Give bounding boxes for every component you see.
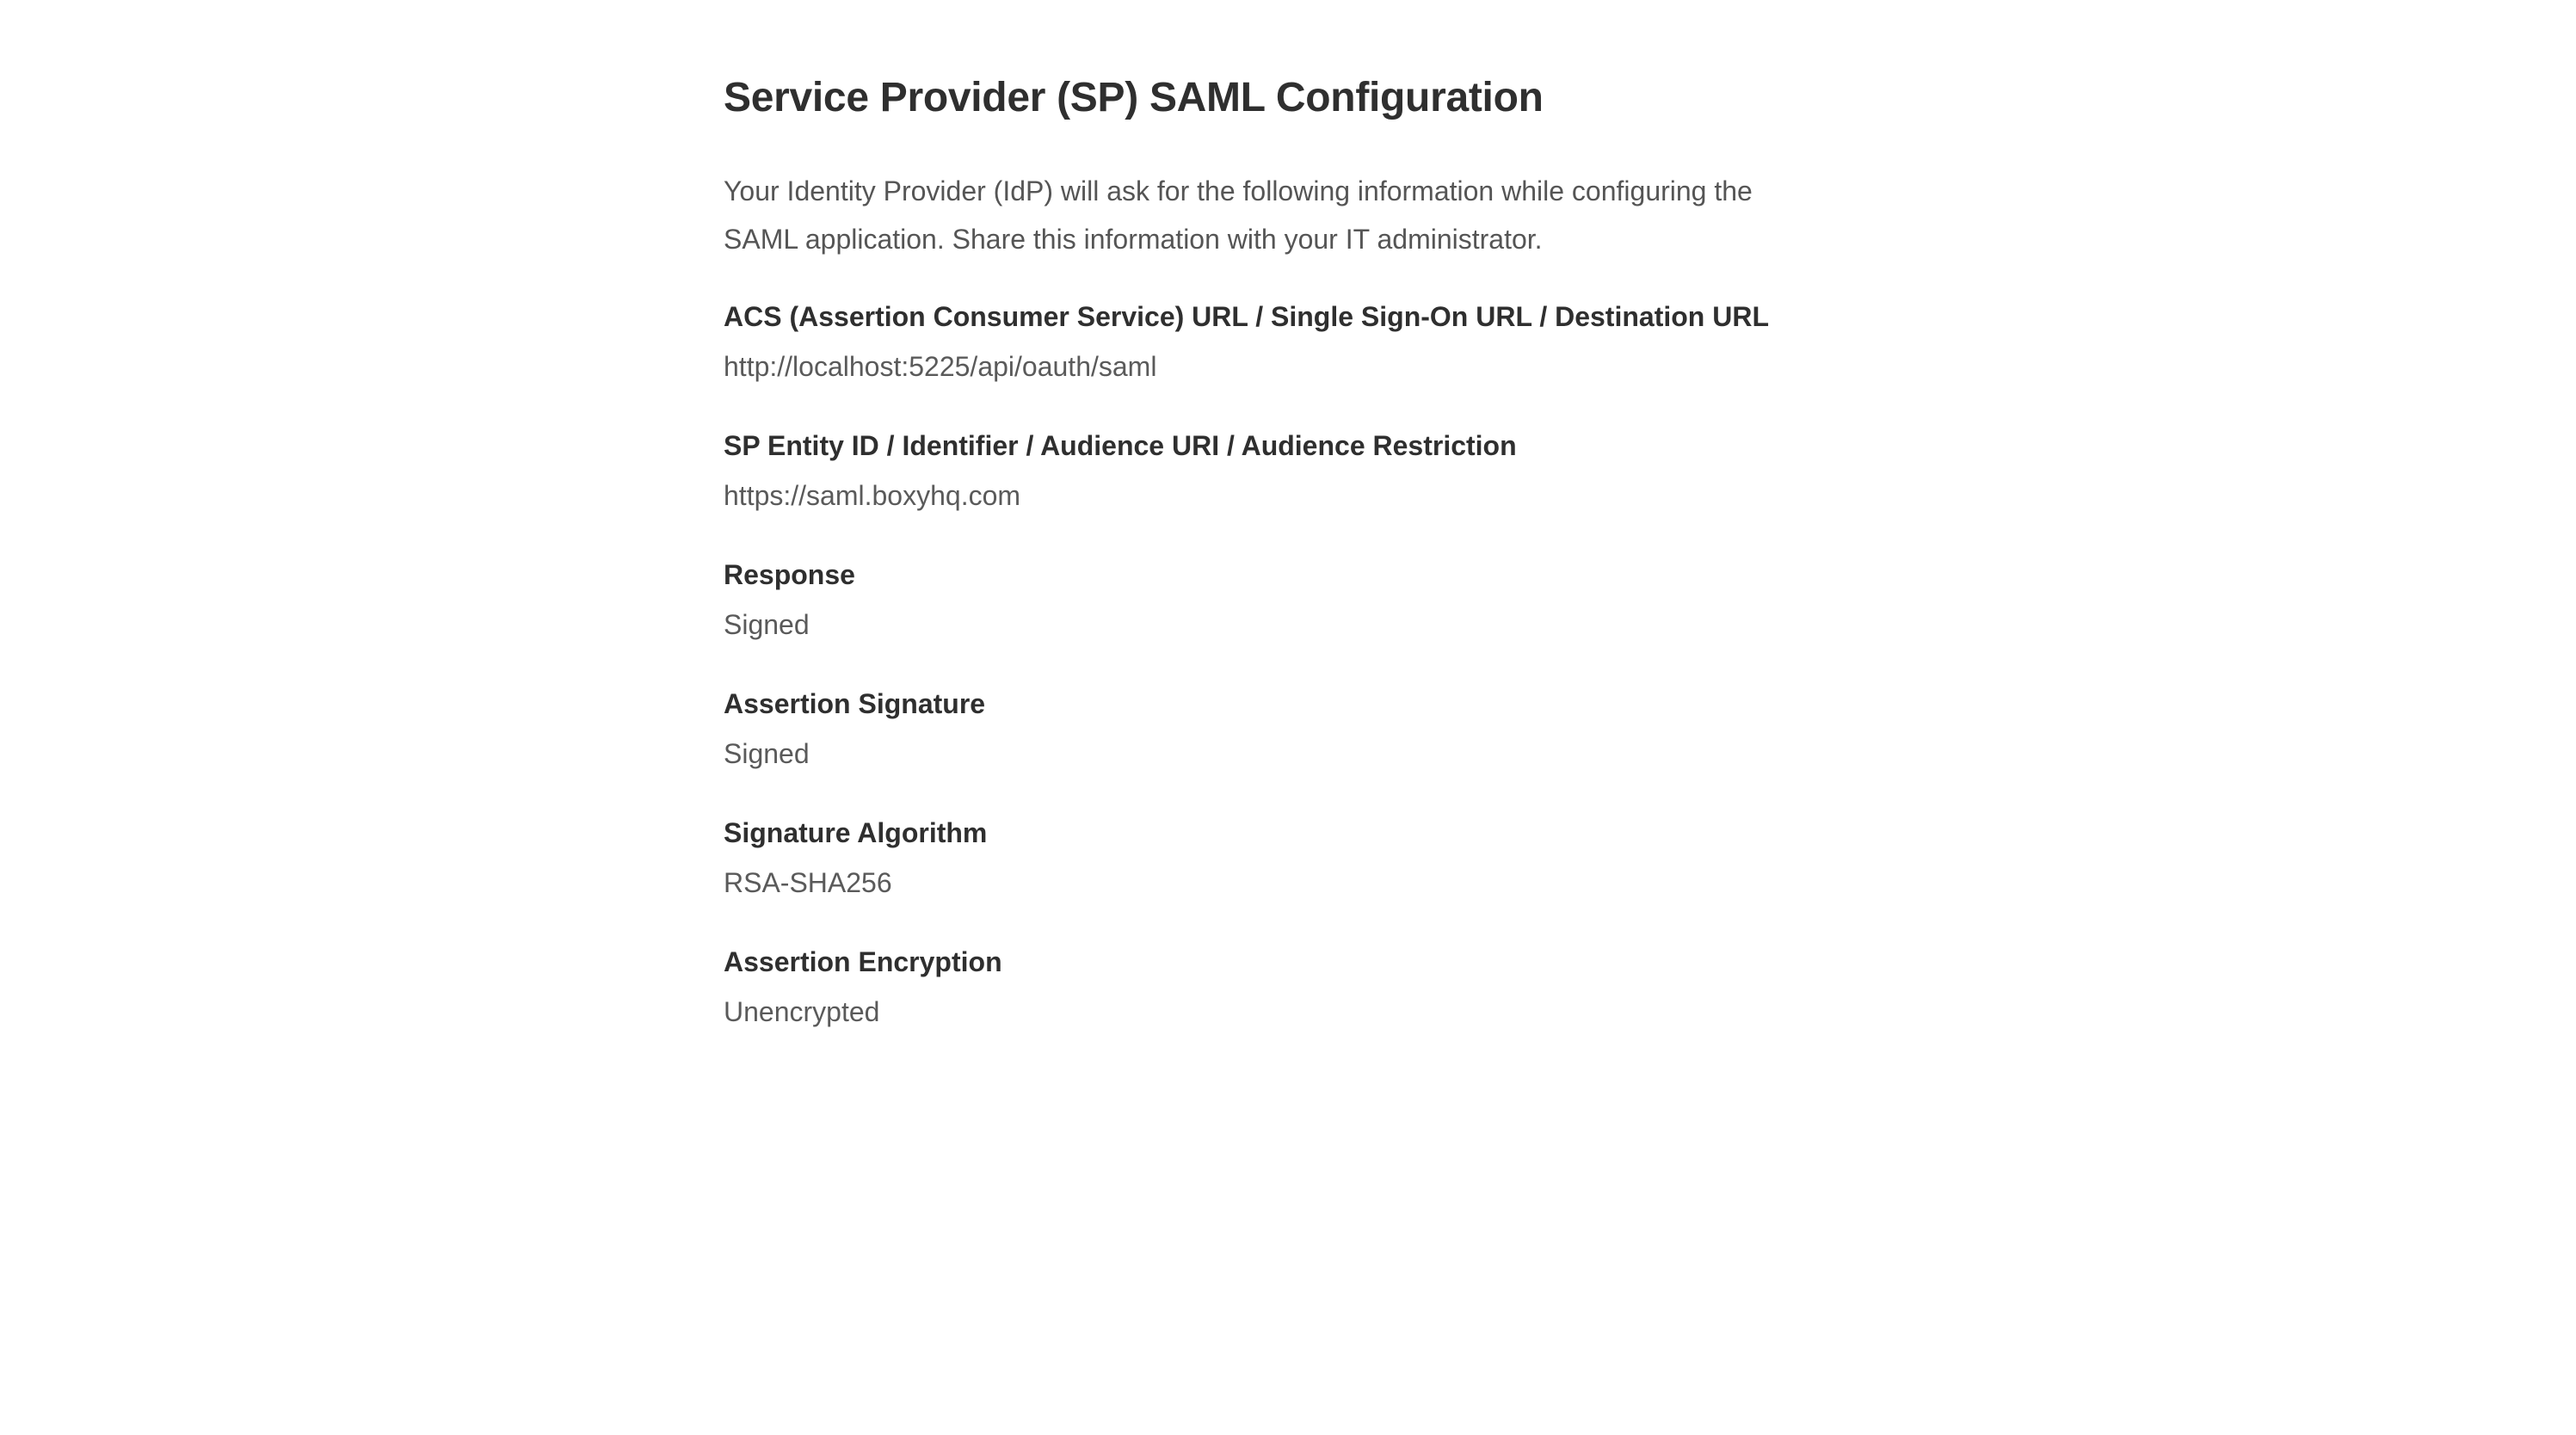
field-signature-algorithm <box>724 814 1842 902</box>
field-value: RSA-SHA256 <box>724 867 892 898</box>
field-label: Assertion Encryption <box>724 946 1002 977</box>
saml-config-panel <box>724 67 1842 1031</box>
field-assertion-encryption <box>724 943 1842 1031</box>
field-label: SP Entity ID / Identifier / Audience URI / Audience Restriction <box>724 430 1517 461</box>
field-label: Signature Algorithm <box>724 817 988 848</box>
field-sp-entity-id <box>724 427 1842 514</box>
field-label: Response <box>724 559 855 590</box>
field-value: Signed <box>724 738 810 769</box>
field-value: Signed <box>724 609 810 640</box>
field-assertion-signature <box>724 685 1842 773</box>
field-label: Assertion Signature <box>724 688 986 719</box>
page-title: Service Provider (SP) SAML Configuration <box>724 75 1544 120</box>
field-acs-url <box>724 298 1842 385</box>
intro-text: Your Identity Provider (IdP) will ask for the following information while configuring the SAML application. Share this information with your IT administrator. <box>724 176 1753 255</box>
field-label: ACS (Assertion Consumer Service) URL / Single Sign-On URL / Destination URL <box>724 301 1769 332</box>
field-response <box>724 556 1842 644</box>
field-value[interactable]: http://localhost:5225/api/oauth/saml <box>724 351 1157 382</box>
field-value: Unencrypted <box>724 996 880 1027</box>
field-value[interactable]: https://saml.boxyhq.com <box>724 480 1021 511</box>
